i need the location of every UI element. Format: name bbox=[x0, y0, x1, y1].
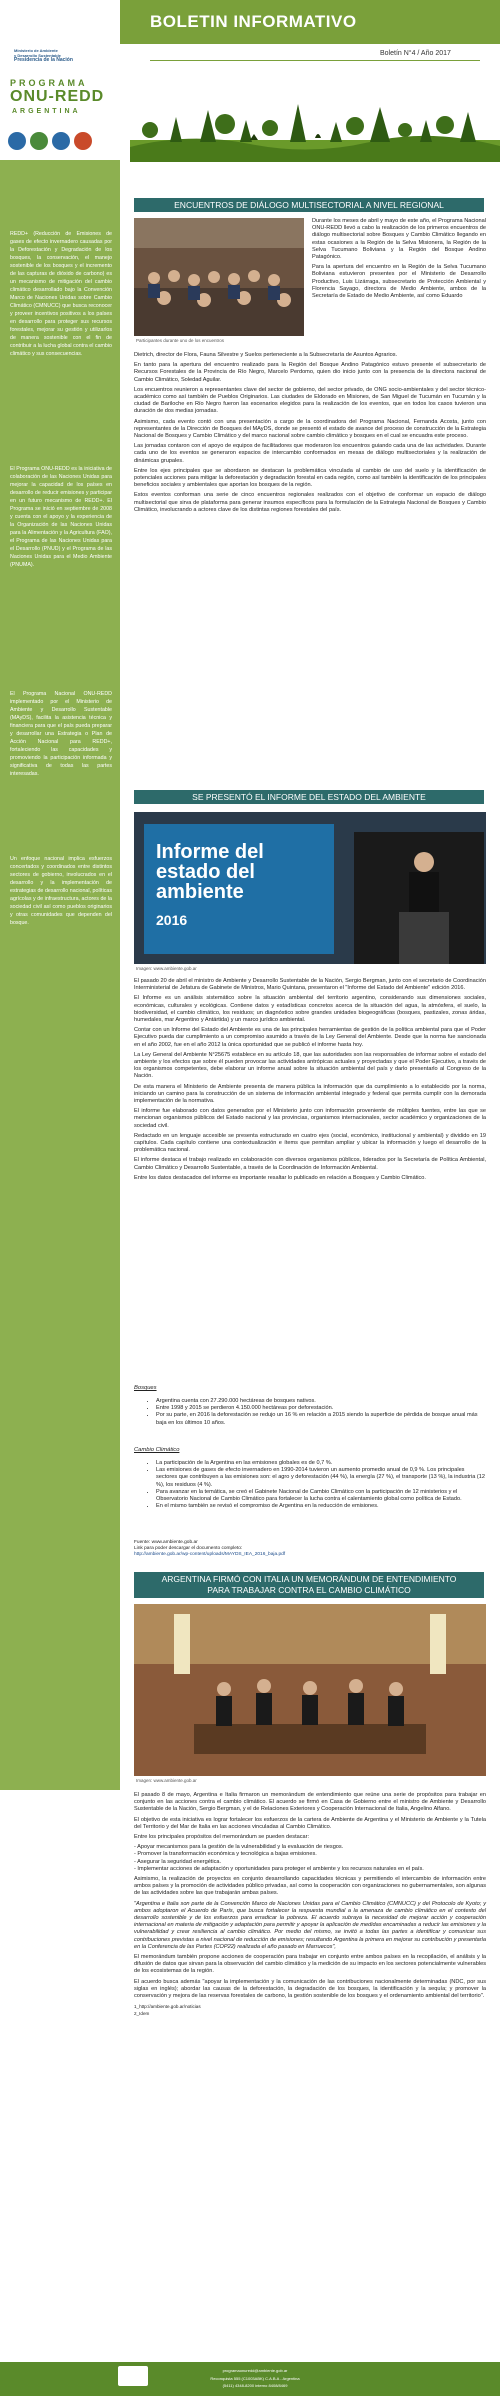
section-1-title: ENCUENTROS DE DIÁLOGO MULTISECTORIAL A NIVEL REGIONAL bbox=[174, 200, 444, 210]
list-item: • Entre 1998 y 2015 se perdieron 4.150.000 hectáreas por deforestación. bbox=[156, 1405, 486, 1412]
meeting-photo-caption: Participantes durante uno de los encuentros bbox=[136, 338, 225, 343]
section-1-intro bbox=[312, 218, 486, 303]
section-2-title: SE PRESENTÓ EL INFORME DEL ESTADO DEL AMBIENTE bbox=[192, 792, 426, 802]
list-item: • Para avanzar en la temática, se creó el Gabinete Nacional de Cambio Climático con la participación de 12 ministerios y el Observatorio Nacional de Cambio Climático para fortalecer la lucha contra el calentamiento global como política de Estado. bbox=[156, 1489, 486, 1503]
section-1-p6: Entre los ejes principales que se abordaron se destacan la problemática vinculada al cambio de uso del suelo y la identificación de potenciales acciones para mitigar la deforestación y degradación forestal en cada región, como así también la identificación de los principales beneficios sociales y ambientales que aportan los bosques de la región. bbox=[134, 467, 486, 489]
sidebar-onu-redd-text: El Programa ONU-REDD es la iniciativa de colaboración de las Naciones Unidas para mejorar la capacidad de los países en desarrollo de reducir emisiones y participar en un futuro mecanismo de REDD+. El Programa se inició en septiembre de 2008 y cuenta con el apoyo y la experiencia de la Organización de las Naciones Unidas para la Alimentación y la Agricultura (FAO), el Programa de las Naciones Unidas para el Desarrollo (PNUD) y el Programa de las Naciones Unidas para el Medio Ambiente (PNUMA). bbox=[10, 466, 112, 568]
source-text: Fuente: www.ambiente.gob.ar bbox=[134, 1540, 198, 1545]
section-1-p3: Los encuentros reunieron a representantes clave del sector de gobierno, del sector privado, de ONG socio-ambientales y del sector técnico-académico como así también de Pueblos Originarios. Las ciudades de Eldorado en Misiones, de San Miguel de Tucumán en Tucumán y la ciudad de Bariloche en Río Negro fueron las escenarios elegidos para la realización de los eventos, que en todos los casos tuvieron una duración de dos medias jornadas. bbox=[134, 386, 486, 415]
section-1-intro-p2: Para la apertura del encuentro en la Región de la Selva Tucumano Boliviana estuvieron presentes por el Ministerio de Desarrollo Productivo, Luis Lizárraga, subsecretario de Protección Ambiental y Florencia Sayago, directora de Medio Ambiente, ambos de la Secretaría de Estado de Medio Ambiente, así como Eduardo bbox=[312, 264, 486, 300]
signing-photo-caption: Imagen: www.ambiente.gob.ar bbox=[136, 1778, 197, 1783]
list-item: • En el mismo también se revisó el compromiso de Argentina en la reducción de emisiones. bbox=[156, 1503, 486, 1510]
section-3-p5: Asimismo, la realización de proyectos en conjunto desarrollando capacidades técnicas y permitiendo el intercambio de información entre ambos países y la promoción de actividades público privadas, así como la cooperación con organizaciones no gubernamentales, son algunas de las actividades sobre las que trabajarán ambas países. bbox=[134, 1876, 486, 1897]
list-item: • Argentina cuenta con 27.290.000 hectáreas de bosques nativos. bbox=[156, 1398, 486, 1405]
section-3-p7: El memorándum también propone acciones de cooperación para trabajar en conjunto entre ambos países en la recopilación, el análisis y la difusión de datos que sirvan para la observación del cambio climático y la medición de su impacto en los sectores potencialmente vulnerables de los ecosistemas de la región. bbox=[134, 1954, 486, 1975]
ministry-line-1: Ministerio de Ambiente bbox=[14, 48, 58, 53]
download-link[interactable]: http://ambiente.gob.ar/wp-content/uploads/MAYDS_IEA_2016_baja.pdf bbox=[134, 1552, 286, 1557]
section-2-p9: Entre los datos destacados del informe es importante resaltar lo publicado en relación a Bosques y Cambio Climático. bbox=[134, 1174, 426, 1181]
section-2-p1: El pasado 20 de abril el ministro de Ambiente y Desarrollo Sustentable de la Nación, Sergio Bergman, junto con el secretario de Coordinación Interministerial de Jefatura de Gabinete de Ministros, Mario Quintana, presentaron el "Informe del Estado del Ambiente" edición 2016. bbox=[134, 978, 486, 992]
header-divider bbox=[150, 60, 480, 61]
footer-logo-icon bbox=[118, 2366, 148, 2386]
section-3-body bbox=[134, 1792, 486, 2018]
undp-logo-icon bbox=[30, 132, 48, 150]
footer-address: Reconquista 555 (C1003ABK) C.A.B.A - Argentina bbox=[210, 2376, 300, 2381]
sidebar-programa-nacional-text: El Programa Nacional ONU-REDD implementado por el Ministerio de Ambiente y Desarrollo Sustentable (MAyDS), facilita la asistencia técnica y financiera para que el país pueda preparar y desarrollar una Estrategia o Plan de Acción Nacional para REDD+, fortaleciendo las capacidades y promoviendo la participación informada y significativa de todas las partes interesadas. bbox=[10, 691, 112, 777]
section-1-p2: En tanto para la apertura del encuentro realizado para la Región del Bosque Andino Patagónico estuvo presente el subsecretario de Recursos Forestales de la Provincia de Río Negro, Marcelo Perdomo, quien dio inicio junto con la presencia de la directora nacional de Cambio Climático, Soledad Aguilar. bbox=[134, 362, 486, 383]
bosques-heading: Bosques bbox=[134, 1385, 157, 1391]
footer bbox=[0, 2362, 500, 2396]
section-1-p4: Asimismo, cada evento contó con una presentación a cargo de la coordinadora del Programa Nacional, Fernanda Acosta, junto con representantes de la Dirección de Bosques del MAyDS, donde se presentó el estado de avance del proceso de construcción de la Estrategia Nacional de Bosques y Cambio Climático y del marco nacional sobre cambio climático y bosques en el cual se encuadra este proceso. bbox=[134, 418, 486, 440]
list-item: • La participación de la Argentina en las emisiones globales es de 0,7 %. bbox=[156, 1460, 486, 1467]
sidebar bbox=[0, 160, 120, 1790]
section-3-p4: - Apoyar mecanismos para la gestión de la vulnerabilidad y la evaluación de riesgos. - Promover la transformación económica y tecnológica a bajas emisiones. - Asegurar la seguridad energética. - Implementar acciones de adaptación y oportunidades para proteger el ambiente y los recursos naturales en el país. bbox=[134, 1844, 424, 1872]
download-label: Link para poder descargar el documento completo: bbox=[134, 1546, 243, 1551]
footnote-2: 2_Idem bbox=[134, 2011, 150, 2017]
section-1-header bbox=[134, 198, 484, 212]
section-1-p7: Estos eventos conforman una serie de cinco encuentros regionales realizados con el objetivo de conformar un espacio de diálogo multisectorial que sirva de plataforma para generar insumos específicos para la formulación de la Estrategia Nacional de Bosques y Cambio Climático, involucrando a actores clave de los distintas regiones forestales del país. bbox=[134, 492, 486, 513]
report-cover-title: Informe del estado del ambiente bbox=[156, 841, 264, 903]
section-2-body bbox=[134, 978, 486, 1185]
unep-logo-icon bbox=[52, 132, 70, 150]
section-2-p2: El Informe es un análisis sistemático sobre la situación ambiental del territorio argentino, considerando sus dimensiones sociales, económicas, culturales y ecológicas. Contiene datos y estadísticas concretos acerca de la situación del agua, la atmósfera, el suelo, la biodiversidad, el cambio climático, los residuos; un diagnóstico sobre grandes unidades biogeográficas (bosques, pastizales, zonas áridas, humedales, mar Argentino y Antártida) y un marco jurídico ambiental. bbox=[134, 995, 486, 1024]
pnuma-logo-icon bbox=[74, 132, 92, 150]
section-2-p6: El informe fue elaborado con datos generados por el Ministerio junto con información proveniente de múltiples fuentes, entre las que se mencionan organismos públicos del Estado nacional y las provincias, organismos internacionales, sector académico y organizaciones de la sociedad civil. bbox=[134, 1108, 486, 1129]
sidebar-enfoque-text: Un enfoque nacional implica esfuerzos concertados y coordinados entre distintos sectores de gobierno, involucrados en el desarrollo y la implementación de estrategias de desarrollo nacional, políticas agrícolas y de infraestructura, actores de la sociedad civil así como pueblos originarios y otras comunidades que dependen del bosque. bbox=[10, 856, 112, 926]
section-3-header bbox=[134, 1572, 484, 1598]
section-3-p1: El pasado 8 de mayo, Argentina e Italia firmaron un memorándum de entendimiento que reúne una serie de propósitos para trabajar en conjunto en las acciones contra el cambio climático. El acuerdo se firmó en Casa de Gobierno entre el ministro de Ambiente y Desarrollo Sustentable de la Nación, Sergio Bergman, y el de Relaciones Exteriores y Cooperación Internacional de Italia, Angelino Alfano. bbox=[134, 1792, 486, 1813]
issue-number: Boletín N°4 / Año 2017 bbox=[380, 50, 451, 57]
list-item: • Por su parte, en 2016 la deforestación se redujo un 16 % en relación a 2015 siendo la superficie de pérdida de bosque anual más baja en los últimos 10 años. bbox=[156, 1412, 486, 1426]
footer-phone: (5411) 4348-8200 interno 8408/8469 bbox=[222, 2383, 288, 2388]
fao-logo-icon bbox=[8, 132, 26, 150]
section-2-p4: La Ley General del Ambiente N°25675 establece en su artículo 18, que las autoridades son las responsables de informar sobre el estado del ambiente y los efectos que sobre él pueden provocar las actividades antrópicas actuales y proyectadas y que el Poder Ejecutivo, a través de los organismos competentes, debe elaborar un informe anual sobre la situación ambiental del país y darlo presentarlo al Congreso de la Nación. bbox=[134, 1051, 486, 1080]
footnote-1: 1_http://ambiente.gob.ar/noticias bbox=[134, 2004, 201, 2010]
ministry-line-2: y Desarrollo Sustentable bbox=[14, 53, 61, 58]
report-cover-year: 2016 bbox=[156, 912, 188, 928]
footer-email[interactable]: programaonuredd@ambiente.gob.ar bbox=[222, 2368, 288, 2373]
section-3-title-1: ARGENTINA FIRMÓ CON ITALIA UN MEMORÁNDUM DE ENTENDIMIENTO bbox=[161, 1574, 457, 1584]
section-2-p8: El informe destaca el trabajo realizado en colaboración con diversos organismos públicos, liderados por la Secretaría de Política Ambiental, Cambio Climático y Desarrollo Sustentable, a través de la Coordinación de Información Ambiental. bbox=[134, 1157, 486, 1171]
signing-ceremony-photo bbox=[134, 1604, 486, 1776]
partner-logos bbox=[8, 132, 92, 150]
section-3-p2: El objetivo de esta iniciativa es lograr fortalecer los esfuerzos de la cartera de Ambiente de Argentina y el Ministerio de Ambiente y la Tutela del Territorio y del Mar de Italia en las acciones vinculadas al Cambio Climático. bbox=[134, 1816, 486, 1830]
section-2-p7: Redactado en un lenguaje accesible se presenta estructurado en cuatro ejes (social, económico, institucional y ambiental) y dividido en 19 capítulos. Cada capítulo contiene una contextualización e ítems que permitan ampliar y ubicar la información y luego el desarrollo de la problemática nacional. bbox=[134, 1132, 486, 1154]
sidebar-redd-text: REDD+ (Reducción de Emisiones de gases de efecto invernadero causadas por la Deforestación y Degradación de los bosques, la conservación, el manejo sostenible de los bosques y el incremento de las capturas de dióxido de carbono) es un mecanismo de mitigación del cambio climático desarrollado bajo la Convención Marco de Naciones Unidas sobre Cambio Climático (CMNUCC) que busca reconocer y proveer incentivos positivos a los países en desarrollo para proteger sus recursos forestales, mejorar su gestión y utilizarlos de manera sostenible con el fin de contribuir a la lucha global contra el cambio climático y sus consecuencias. bbox=[10, 231, 112, 357]
meeting-photo bbox=[134, 218, 304, 336]
programa-label: PROGRAMA bbox=[10, 78, 88, 88]
bosques-list bbox=[146, 1398, 486, 1427]
section-3-p3: Entre los principales propósitos del memorándum se pueden destacar: bbox=[134, 1834, 310, 1841]
section-2-header bbox=[134, 790, 484, 804]
section-2-sources bbox=[134, 1540, 486, 1558]
section-1-intro-p1: Durante los meses de abril y mayo de este año, el Programa Nacional ONU-REDD llevó a cabo la realización de los primeros encuentros de diálogo multisectorial sobre Bosques y Cambio Climático llegando en estas ocasiones a la Región de la Selva Misionera, la Región de la Selva Tucumano Boliviana y la Región del Bosque Andino Patagónico. bbox=[312, 218, 486, 261]
cambio-climatico-heading: Cambio Climático bbox=[134, 1447, 180, 1453]
cambio-climatico-list bbox=[146, 1460, 486, 1510]
list-item: • Las emisiones de gases de efecto invernadero en 1990-2014 tuvieron un aumento promedio anual de 0,9 %. Los principales sectores que contribuyen a las emisiones son: el agro y deforestación (44 %), la energía (27 %), el transporte (13 %), la industria (12 %), los residuos (4 %). bbox=[156, 1467, 486, 1489]
newsletter-title: BOLETIN INFORMATIVO bbox=[150, 12, 357, 31]
forest-illustration bbox=[130, 62, 500, 162]
ministry-logo bbox=[14, 48, 114, 63]
section-1-p5: Las jornadas contaron con el apoyo de equipos de facilitadores que moderaron los encuentros guiando cada una de las actividades. Durante cada uno de los eventos se generaron espacios de intercambio conformados en mesas de diálogo multisectoriales y la realización de dinámicas grupales. bbox=[134, 443, 486, 464]
report-presentation-photo bbox=[134, 812, 486, 964]
section-3-title-2: PARA TRABAJAR CONTRA EL CAMBIO CLIMÁTICO bbox=[207, 1585, 411, 1595]
section-2-p3: Contar con un Informe del Estado del Ambiente es una de las principales herramientas de gestión de la política ambiental para que el Poder Ejecutivo pueda dar cumplimiento a un compromiso asumido a través de la Ley General del Ambiente. Desde que la norma fue sancionada en el año 2002, fue en el año 2012 la única oportunidad que se publicó el informe hasta hoy. bbox=[134, 1027, 486, 1048]
report-photo-caption: Imagen: www.ambiente.gob.ar bbox=[136, 966, 197, 971]
section-3-p6: "Argentina e Italia son parte de la Convención Marco de Naciones Unidas para el Cambio Climático (CMNUCC) y del Protocolo de Kyoto; y ambos adoptaron el Acuerdo de París, que busca fortalecer la respuesta mundial a la amenaza de cambio climático en el contexto del desarrollo sostenible y de los esfuerzos para erradicar la pobreza. El acuerdo subraya la necesidad de mejorar acción y cooperación internacional en materia de mitigación y adaptación para permitir y apoyar la aplicación de medidas encaminadas a reducir las emisiones y la vulnerabilidad y crear resiliencia al cambio climático. Por medio del mismo, se invitó a todas las partes a identificar y comunicar sus contribuciones previstas a nivel nacional de reducción de emisiones; resultando Argentina la primera en mejorar su contribución y presentarla en la Conferencia de las Partes (COP22) realizada el año pasado en Marruecos", bbox=[134, 1900, 486, 1950]
section-3-p8: El acuerdo busca además "apoyar la implementación y la comunicación de las contribuciones nacionalmente determinadas (NDC, por sus siglas en inglés); abordar las causas de la deforestación, la degradación de los bosques, la identificación y la sequía; y promover la conservación y mejora de las reservas forestales de carbono, la gestión sostenible de los bosques y el ordenamiento ambiental del territorio". bbox=[134, 1978, 486, 2000]
section-2-p5: De esta manera el Ministerio de Ambiente presenta de manera pública la información que da cumplimiento a lo establecido por la norma, iniciando un camino para la construcción de un sistema de información ambiental integrado y federal que permita cumplir con la demorada implementación de la normativa. bbox=[134, 1083, 486, 1105]
section-1-body bbox=[134, 352, 486, 517]
section-1-p1: Dietrich, director de Flora, Fauna Silvestre y Suelos perteneciente a la Subsecretaría de Asuntos Agrarios. bbox=[134, 352, 398, 358]
argentina-label: ARGENTINA bbox=[12, 108, 81, 115]
ministry-line-3: Presidencia de la Nación bbox=[14, 57, 73, 63]
onu-redd-label: ONU-REDD bbox=[10, 88, 105, 105]
logo-panel bbox=[0, 0, 120, 160]
